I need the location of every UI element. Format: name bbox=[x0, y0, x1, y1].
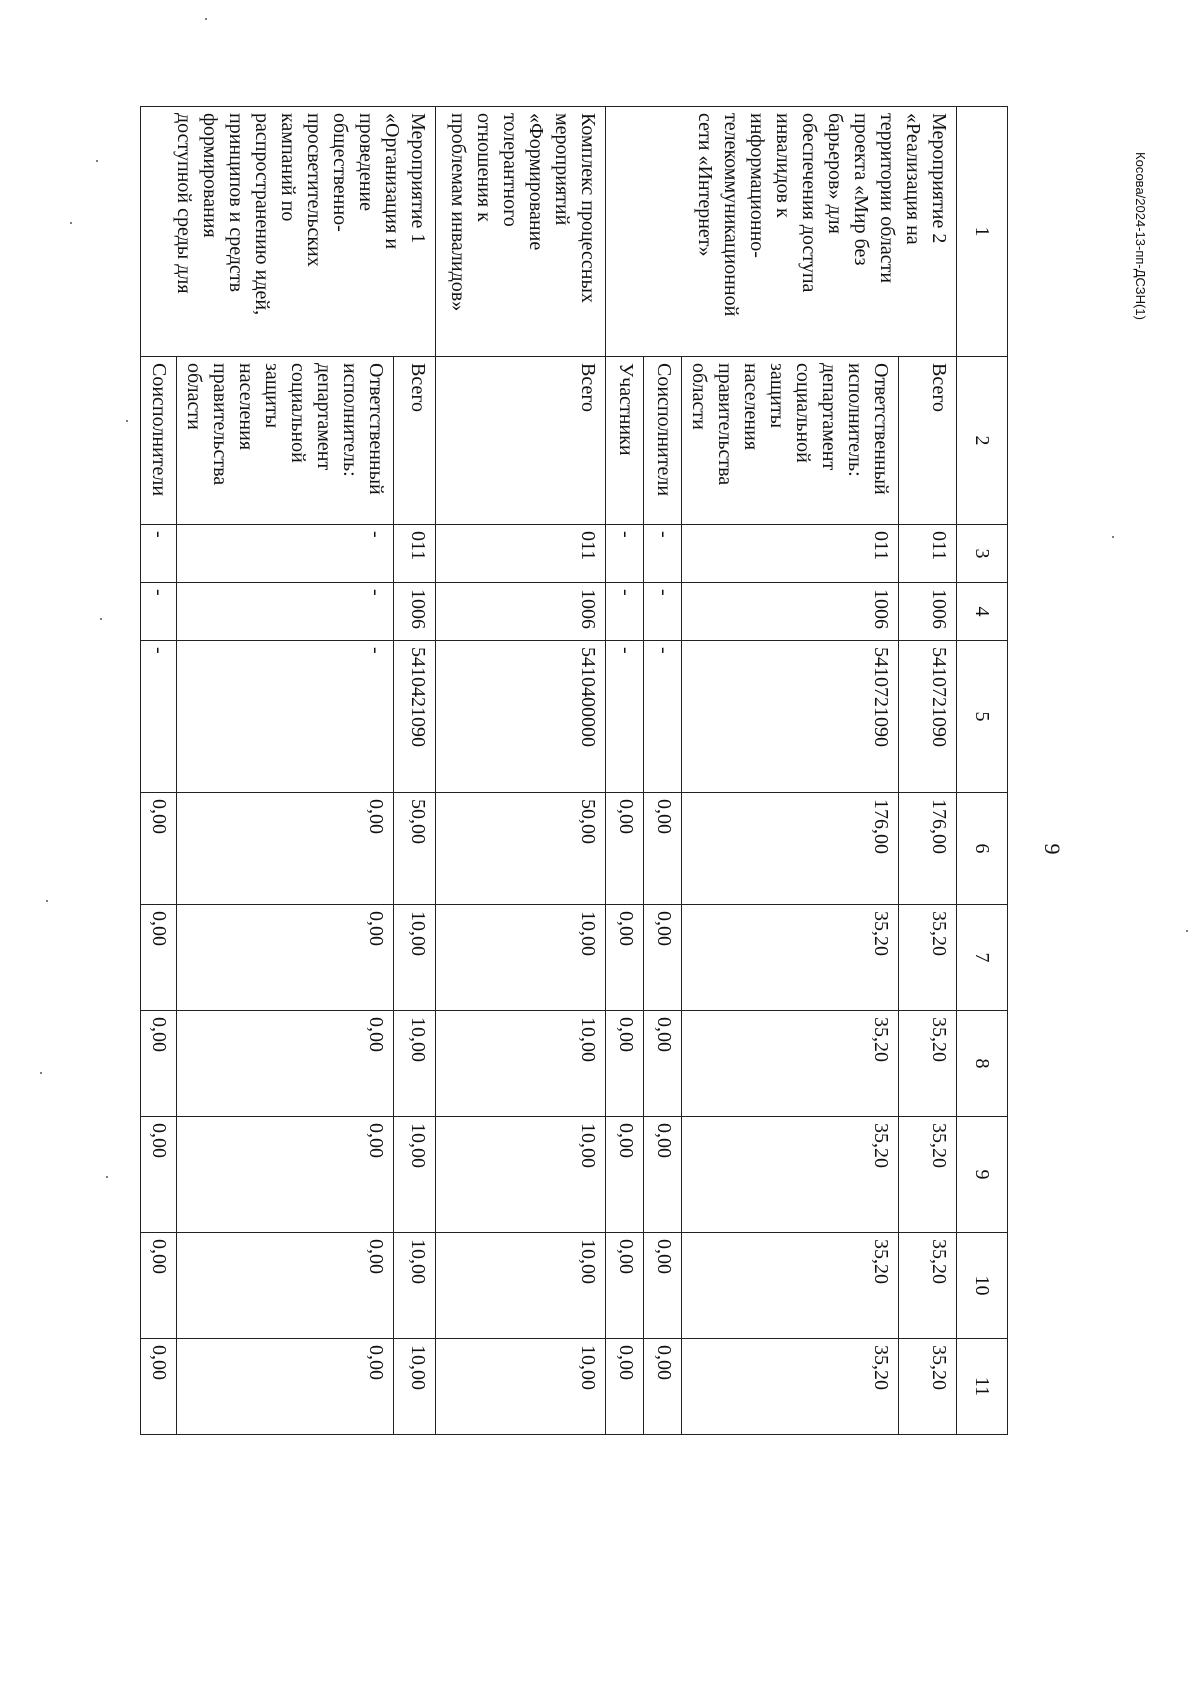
code-cell: 011 bbox=[394, 525, 436, 583]
amount-cell: 0,00 bbox=[177, 1233, 394, 1339]
amount-cell: 10,00 bbox=[394, 1339, 436, 1435]
amount-cell: 35,20 bbox=[682, 1011, 899, 1117]
scan-speck bbox=[106, 1176, 108, 1178]
column-number: 8 bbox=[957, 1011, 1008, 1117]
amount-cell: 0,00 bbox=[141, 1011, 177, 1117]
column-number: 6 bbox=[957, 793, 1008, 905]
amount-cell: 0,00 bbox=[606, 1339, 644, 1435]
amount-cell: 35,20 bbox=[682, 1339, 899, 1435]
column-number: 9 bbox=[957, 1117, 1008, 1233]
scan-speck bbox=[126, 420, 128, 422]
amount-cell: 35,20 bbox=[899, 1233, 957, 1339]
amount-cell: 0,00 bbox=[141, 1117, 177, 1233]
column-number: 5 bbox=[957, 641, 1008, 793]
code-cell: - bbox=[606, 525, 644, 583]
amount-cell: 10,00 bbox=[436, 1339, 606, 1435]
table-row bbox=[394, 107, 436, 1435]
scan-speck bbox=[1112, 536, 1114, 538]
amount-cell: 35,20 bbox=[899, 1117, 957, 1233]
amount-cell: 50,00 bbox=[394, 793, 436, 905]
column-number: 4 bbox=[957, 583, 1008, 641]
amount-cell: 10,00 bbox=[436, 1117, 606, 1233]
code-cell: 5410721090 bbox=[899, 641, 957, 793]
code-cell: 011 bbox=[682, 525, 899, 583]
scan-speck bbox=[1186, 930, 1188, 932]
amount-cell: 0,00 bbox=[177, 905, 394, 1011]
amount-cell: 35,20 bbox=[899, 905, 957, 1011]
activity-name-cell: Мероприятие 1 «Организация и проведение общественно- просветительских кампаний по распространению идей, принципов и средств формирования доступной среды для bbox=[141, 107, 436, 357]
amount-cell: 0,00 bbox=[644, 1011, 682, 1117]
amount-cell: 0,00 bbox=[177, 1011, 394, 1117]
code-cell: 1006 bbox=[436, 583, 606, 641]
amount-cell: 50,00 bbox=[436, 793, 606, 905]
amount-cell: 0,00 bbox=[177, 793, 394, 905]
amount-cell: 10,00 bbox=[394, 1233, 436, 1339]
amount-cell: 10,00 bbox=[436, 1233, 606, 1339]
scan-speck bbox=[100, 618, 102, 620]
code-cell: 1006 bbox=[394, 583, 436, 641]
column-number-row bbox=[957, 107, 1008, 1435]
code-cell: 011 bbox=[899, 525, 957, 583]
table-row bbox=[899, 107, 957, 1435]
amount-cell: 0,00 bbox=[606, 905, 644, 1011]
code-cell: - bbox=[141, 641, 177, 793]
column-number: 3 bbox=[957, 525, 1008, 583]
code-cell: 5410400000 bbox=[436, 641, 606, 793]
code-cell: - bbox=[177, 641, 394, 793]
activity-name-cell: Комплекс процессных мероприятий «Формирование толерантного отношения к проблемам инвалидов» bbox=[436, 107, 606, 357]
page-number: 9 bbox=[1040, 843, 1065, 855]
scan-speck bbox=[40, 1072, 42, 1074]
amount-cell: 0,00 bbox=[141, 1233, 177, 1339]
amount-cell: 10,00 bbox=[394, 905, 436, 1011]
amount-cell: 0,00 bbox=[644, 1117, 682, 1233]
code-cell: 5410721090 bbox=[682, 641, 899, 793]
scan-speck bbox=[96, 160, 98, 162]
code-cell: - bbox=[177, 525, 394, 583]
amount-cell: 0,00 bbox=[177, 1339, 394, 1435]
scan-speck bbox=[205, 18, 207, 20]
code-cell: - bbox=[177, 583, 394, 641]
amount-cell: 0,00 bbox=[141, 1339, 177, 1435]
code-cell: 011 bbox=[436, 525, 606, 583]
code-cell: 5410421090 bbox=[394, 641, 436, 793]
column-number: 10 bbox=[957, 1233, 1008, 1339]
code-cell: - bbox=[141, 525, 177, 583]
amount-cell: 0,00 bbox=[644, 1233, 682, 1339]
code-cell: 1006 bbox=[682, 583, 899, 641]
amount-cell: 35,20 bbox=[899, 1011, 957, 1117]
code-cell: - bbox=[644, 525, 682, 583]
executor-cell: Соисполнители bbox=[141, 357, 177, 525]
amount-cell: 0,00 bbox=[177, 1117, 394, 1233]
table-row bbox=[436, 107, 606, 1435]
code-cell: - bbox=[644, 641, 682, 793]
amount-cell: 0,00 bbox=[606, 1233, 644, 1339]
code-cell: - bbox=[644, 583, 682, 641]
amount-cell: 0,00 bbox=[644, 1339, 682, 1435]
amount-cell: 0,00 bbox=[141, 905, 177, 1011]
scan-speck bbox=[46, 900, 48, 902]
amount-cell: 35,20 bbox=[682, 1233, 899, 1339]
executor-cell: Всего bbox=[436, 357, 606, 525]
amount-cell: 35,20 bbox=[682, 905, 899, 1011]
amount-cell: 35,20 bbox=[899, 1339, 957, 1435]
column-number: 11 bbox=[957, 1339, 1008, 1435]
executor-cell: Участники bbox=[606, 357, 644, 525]
rotated-page bbox=[104, 106, 1064, 1592]
amount-cell: 35,20 bbox=[682, 1117, 899, 1233]
amount-cell: 10,00 bbox=[436, 905, 606, 1011]
column-number: 2 bbox=[957, 357, 1008, 525]
executor-cell: Всего bbox=[899, 357, 957, 525]
scan-speck bbox=[70, 222, 72, 224]
executor-cell: Соисполнители bbox=[644, 357, 682, 525]
code-cell: - bbox=[606, 641, 644, 793]
amount-cell: 0,00 bbox=[141, 793, 177, 905]
code-cell: 1006 bbox=[899, 583, 957, 641]
amount-cell: 0,00 bbox=[606, 793, 644, 905]
amount-cell: 10,00 bbox=[394, 1117, 436, 1233]
document-code: Косова/2024-13-пп-ДСЗН(1) bbox=[1133, 152, 1148, 320]
amount-cell: 0,00 bbox=[606, 1117, 644, 1233]
column-number: 7 bbox=[957, 905, 1008, 1011]
amount-cell: 0,00 bbox=[644, 793, 682, 905]
executor-cell: Ответственный исполнитель: департамент социальной защиты населения правительства области bbox=[177, 357, 394, 525]
amount-cell: 0,00 bbox=[606, 1011, 644, 1117]
column-number: 1 bbox=[957, 107, 1008, 357]
amount-cell: 10,00 bbox=[394, 1011, 436, 1117]
code-cell: - bbox=[141, 583, 177, 641]
amount-cell: 0,00 bbox=[644, 905, 682, 1011]
executor-cell: Всего bbox=[394, 357, 436, 525]
amount-cell: 10,00 bbox=[436, 1011, 606, 1117]
amount-cell: 176,00 bbox=[899, 793, 957, 905]
executor-cell: Ответственный исполнитель: департамент социальной защиты населения правительства области bbox=[682, 357, 899, 525]
budget-table bbox=[140, 106, 1008, 1435]
activity-name-cell: Мероприятие 2 «Реализация на территории области проекта «Мир без барьеров» для обеспечения доступа инвалидов к информационно- телекоммуникационной сети «Интернет» bbox=[606, 107, 957, 357]
amount-cell: 176,00 bbox=[682, 793, 899, 905]
code-cell: - bbox=[606, 583, 644, 641]
